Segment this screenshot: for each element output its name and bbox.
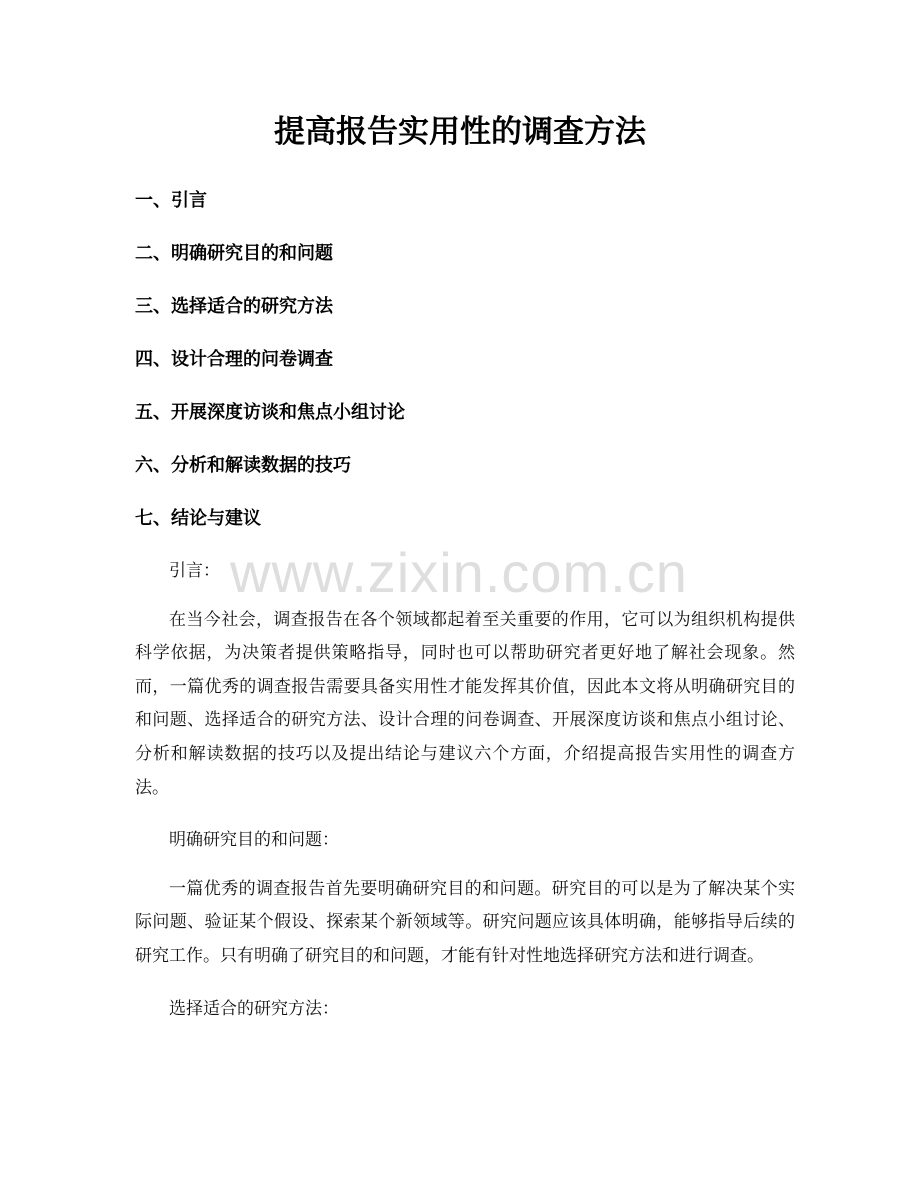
document-body (135, 555, 795, 1041)
table-of-contents (135, 186, 795, 557)
toc-item-purpose: 二、明确研究目的和问题 (135, 243, 333, 264)
toc-item-methods: 三、选择适合的研究方法 (135, 296, 333, 317)
section-heading-purpose: 明确研究目的和问题： (169, 830, 339, 851)
section-paragraph-introduction: 在当今社会，调查报告在各个领域都起着至关重要的作用，它可以为组织机构提供科学依据，为决策者提供策略指导，同时也可以帮助研究者更好地了解社会现象。然而，一篇优秀的调查报告需要具备实用性才能发挥其价值，因此本文将从明确研究目的和问题、选择适合的研究方法、设计合理的问卷调查、开展深度访谈和焦点小组讨论、分析和解读数据的技巧以及提出结论与建议六个方面，介绍提高报告实用性的调查方法。 (135, 609, 795, 798)
section-heading-methods: 选择适合的研究方法： (169, 998, 339, 1019)
toc-item-interviews: 五、开展深度访谈和焦点小组讨论 (135, 402, 405, 423)
toc-item-data-analysis: 六、分析和解读数据的技巧 (135, 455, 351, 476)
document-title: 提高报告实用性的调查方法 (274, 114, 646, 150)
toc-item-introduction: 一、引言 (135, 190, 207, 211)
section-paragraph-purpose: 一篇优秀的调查报告首先要明确研究目的和问题。研究目的可以是为了解决某个实际问题、验证某个假设、探索某个新领域等。研究问题应该具体明确，能够指导后续的研究工作。只有明确了研究目的和问题，才能有针对性地选择研究方法和进行调查。 (135, 878, 795, 966)
toc-item-conclusion: 七、结论与建议 (135, 508, 261, 529)
section-heading-introduction: 引言： (169, 561, 220, 581)
watermark: www.zixin.com.cn (230, 541, 688, 604)
toc-item-questionnaire: 四、设计合理的问卷调查 (135, 349, 333, 370)
